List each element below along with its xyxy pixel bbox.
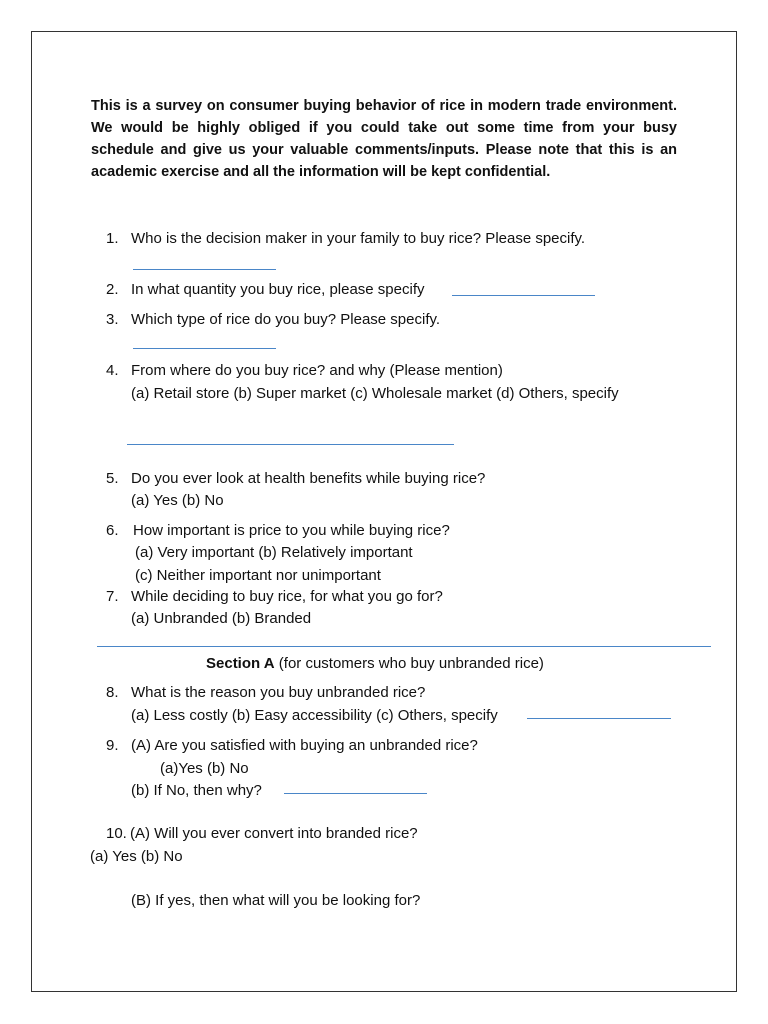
- section-a-heading: [206, 655, 544, 672]
- q1-answer-line[interactable]: [133, 269, 276, 270]
- q1-number: 1.: [106, 230, 119, 247]
- q6-options-1: (a) Very important (b) Relatively important: [135, 544, 413, 561]
- q1-text: Who is the decision maker in your family to buy rice? Please specify.: [131, 230, 586, 247]
- q5-number: 5.: [106, 470, 119, 487]
- q6-text: How important is price to you while buying rice?: [133, 522, 450, 539]
- q10-options: (a) Yes (b) No: [90, 848, 183, 865]
- q2-number: 2.: [106, 281, 119, 298]
- q2-text: In what quantity you buy rice, please specify: [131, 281, 425, 298]
- intro-paragraph: This is a survey on consumer buying behavior of rice in modern trade environment. We would be highly obliged if you could take out some time from your busy schedule and give us your valuable comments/inputs. Please note that this is an academic exercise and all the information will be kept confidential.: [91, 98, 677, 180]
- q10-sub: (B) If yes, then what will you be looking for?: [131, 892, 421, 909]
- q3-number: 3.: [106, 311, 119, 328]
- document-page: [31, 31, 737, 992]
- q9-sub: (b) If No, then why?: [131, 782, 262, 799]
- q10-text: (A) Will you ever convert into branded rice?: [130, 825, 418, 842]
- section-a-title: Section A: [206, 655, 275, 672]
- q9-answer-line[interactable]: [284, 793, 427, 794]
- q4-text: From where do you buy rice? and why (Please mention): [131, 362, 503, 379]
- q4-answer-line[interactable]: [127, 444, 454, 445]
- q10-number: 10.: [106, 825, 127, 842]
- q6-number: 6.: [106, 522, 119, 539]
- q7-text: While deciding to buy rice, for what you go for?: [131, 588, 443, 605]
- q3-text: Which type of rice do you buy? Please specify.: [131, 311, 441, 328]
- q9-options: (a)Yes (b) No: [160, 760, 249, 777]
- q7-options: (a) Unbranded (b) Branded: [131, 610, 312, 627]
- q5-text: Do you ever look at health benefits while buying rice?: [131, 470, 486, 487]
- q4-number: 4.: [106, 362, 119, 379]
- q8-answer-line[interactable]: [527, 718, 671, 719]
- q9-number: 9.: [106, 737, 119, 754]
- q7-number: 7.: [106, 588, 119, 605]
- q3-answer-line[interactable]: [133, 348, 276, 349]
- q4-options: (a) Retail store (b) Super market (c) Wholesale market (d) Others, specify: [131, 385, 619, 402]
- q6-options-2: (c) Neither important nor unimportant: [135, 567, 381, 584]
- section-a-subtitle: (for customers who buy unbranded rice): [274, 655, 544, 672]
- q8-number: 8.: [106, 684, 119, 701]
- q5-options: (a) Yes (b) No: [131, 492, 224, 509]
- q8-text: What is the reason you buy unbranded rice?: [131, 684, 426, 701]
- section-divider: [97, 646, 711, 647]
- q8-options: (a) Less costly (b) Easy accessibility (c) Others, specify: [131, 707, 498, 724]
- q2-answer-line[interactable]: [452, 295, 595, 296]
- q9-text: (A) Are you satisfied with buying an unbranded rice?: [131, 737, 478, 754]
